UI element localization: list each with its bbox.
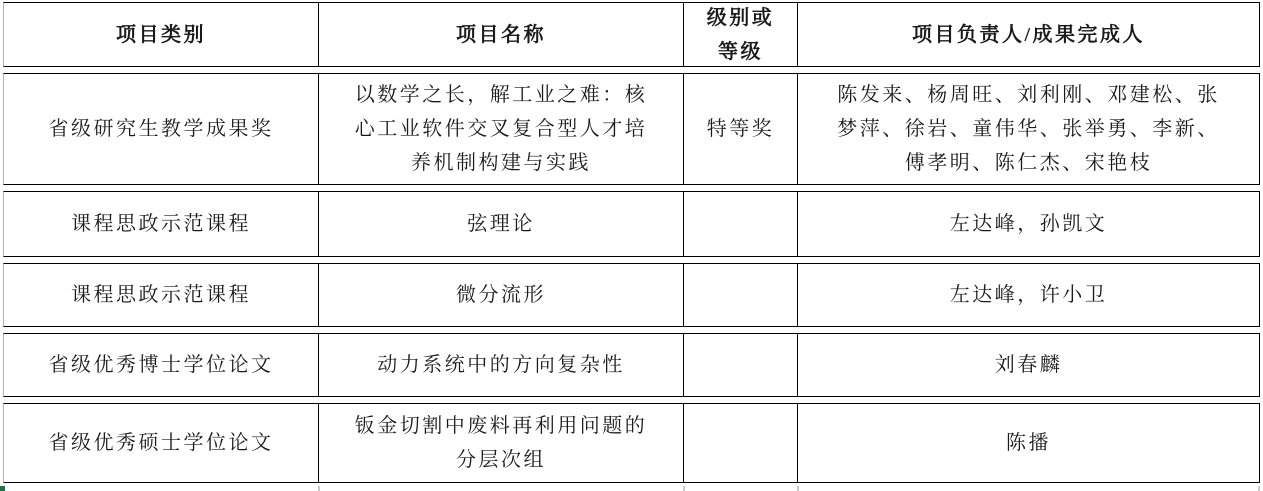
category-text: 省级研究生教学成果奖 bbox=[48, 118, 274, 140]
people-text: 陈发来、杨周旺、刘利刚、邓建松、张梦萍、徐岩、童伟华、张举勇、李新、傅孝明、陈仁杰、宋艳枝 bbox=[837, 84, 1220, 174]
cell-level bbox=[683, 73, 798, 185]
category-text: 省级优秀博士学位论文 bbox=[48, 354, 274, 376]
cell-people bbox=[797, 73, 1260, 185]
cell-category bbox=[3, 263, 319, 327]
name-text: 以数学之长，解工业之难：核心工业软件交叉复合型人才培养机制构建与实践 bbox=[354, 84, 648, 174]
cell-level bbox=[683, 333, 798, 397]
header-cell-people bbox=[797, 2, 1260, 67]
cell-category bbox=[3, 333, 319, 397]
table-header-row bbox=[3, 2, 1260, 67]
cell-name bbox=[318, 191, 684, 257]
cell-people bbox=[797, 263, 1260, 327]
cell-level bbox=[683, 403, 798, 483]
name-text: 钣金切割中废料再利用问题的分层次组 bbox=[354, 415, 648, 471]
awards-table bbox=[3, 2, 1260, 483]
category-text: 省级优秀硕士学位论文 bbox=[48, 432, 274, 454]
category-text: 课程思政示范课程 bbox=[71, 213, 251, 235]
next-row-cutoff-sliver bbox=[0, 486, 1263, 491]
level-text: 特等奖 bbox=[706, 118, 775, 140]
cell-category bbox=[3, 73, 319, 185]
cell-category bbox=[3, 403, 319, 483]
cell-name bbox=[318, 403, 684, 483]
header-label-people: 项目负责人/成果完成人 bbox=[911, 23, 1146, 46]
table-row bbox=[3, 333, 1260, 397]
header-cell-level bbox=[683, 2, 798, 67]
cell-level bbox=[683, 191, 798, 257]
people-text: 左达峰，许小卫 bbox=[949, 284, 1108, 306]
gridline-fragment bbox=[797, 486, 799, 491]
category-text: 课程思政示范课程 bbox=[71, 284, 251, 306]
table-row bbox=[3, 73, 1260, 185]
cell-level bbox=[683, 263, 798, 327]
header-cell-category bbox=[3, 2, 319, 67]
header-label-name: 项目名称 bbox=[456, 23, 546, 46]
sheet-corner-marker bbox=[0, 486, 5, 491]
cell-people bbox=[797, 333, 1260, 397]
cell-people bbox=[797, 191, 1260, 257]
table-row bbox=[3, 263, 1260, 327]
name-text: 微分流形 bbox=[456, 284, 546, 306]
header-cell-name bbox=[318, 2, 684, 67]
cell-category bbox=[3, 191, 319, 257]
cell-name bbox=[318, 333, 684, 397]
table-row bbox=[3, 403, 1260, 483]
name-text: 动力系统中的方向复杂性 bbox=[377, 354, 625, 376]
cell-name bbox=[318, 263, 684, 327]
gridline-fragment bbox=[1258, 486, 1260, 491]
name-text: 弦理论 bbox=[467, 213, 535, 235]
people-text: 陈播 bbox=[1006, 432, 1051, 454]
header-label-level: 级别或等级 bbox=[706, 6, 775, 63]
cell-name bbox=[318, 73, 684, 185]
people-text: 左达峰，孙凯文 bbox=[949, 213, 1108, 235]
gridline-fragment bbox=[683, 486, 685, 491]
people-text: 刘春麟 bbox=[994, 354, 1063, 376]
gridline-fragment bbox=[318, 486, 320, 491]
table-row bbox=[3, 191, 1260, 257]
header-label-category: 项目类别 bbox=[116, 23, 206, 46]
cell-people bbox=[797, 403, 1260, 483]
